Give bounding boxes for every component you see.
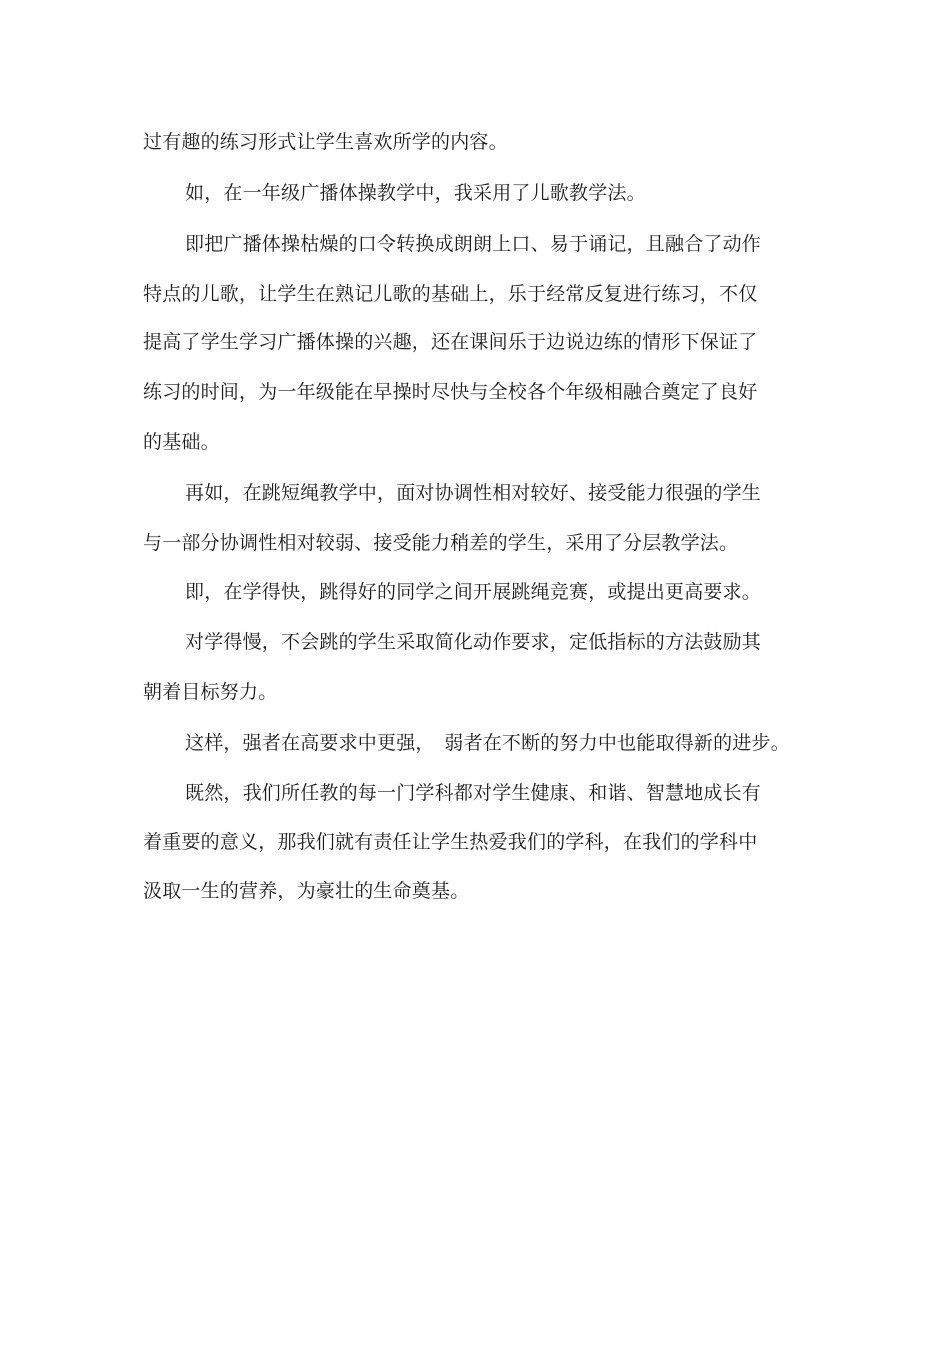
paragraph-line: 汲取一生的营养，为豪壮的生命奠基。 bbox=[143, 880, 470, 902]
paragraph-line: 朝着目标努力。 bbox=[143, 681, 278, 703]
paragraph-line: 的基础。 bbox=[143, 431, 220, 453]
paragraph-line: 即把广播体操枯燥的口令转换成朗朗上口、易于诵记，且融合了动作 bbox=[185, 233, 762, 255]
paragraph-line: 过有趣的练习形式让学生喜欢所学的内容。 bbox=[143, 131, 508, 153]
paragraph-line: 特点的儿歌，让学生在熟记儿歌的基础上，乐于经常反复进行练习，不仅 bbox=[143, 283, 758, 305]
paragraph-line: 与一部分协调性相对较弱、接受能力稍差的学生，采用了分层教学法。 bbox=[143, 532, 739, 554]
paragraph-line: 着重要的意义，那我们就有责任让学生热爱我们的学科，在我们的学科中 bbox=[143, 831, 758, 853]
paragraph-line: 提高了学生学习广播体操的兴趣，还在课间乐于边说边练的情形下保证了 bbox=[143, 331, 758, 353]
paragraph-line: 练习的时间，为一年级能在早操时尽快与全校各个年级相融合奠定了良好 bbox=[143, 381, 758, 403]
paragraph-line: 再如，在跳短绳教学中，面对协调性相对较好、接受能力很强的学生 bbox=[185, 482, 762, 504]
paragraph-line: 如，在一年级广播体操教学中，我采用了儿歌教学法。 bbox=[185, 182, 646, 204]
paragraph-line: 即，在学得快，跳得好的同学之间开展跳绳竞赛，或提出更高要求。 bbox=[185, 581, 762, 603]
paragraph-line: 既然，我们所任教的每一门学科都对学生健康、和谐、智慧地成长有 bbox=[185, 782, 762, 804]
paragraph-line: 对学得慢，不会跳的学生采取简化动作要求，定低指标的方法鼓励其 bbox=[185, 631, 762, 653]
paragraph-line: 这样，强者在高要求中更强， 弱者在不断的努力中也能取得新的进步。 bbox=[185, 732, 790, 754]
